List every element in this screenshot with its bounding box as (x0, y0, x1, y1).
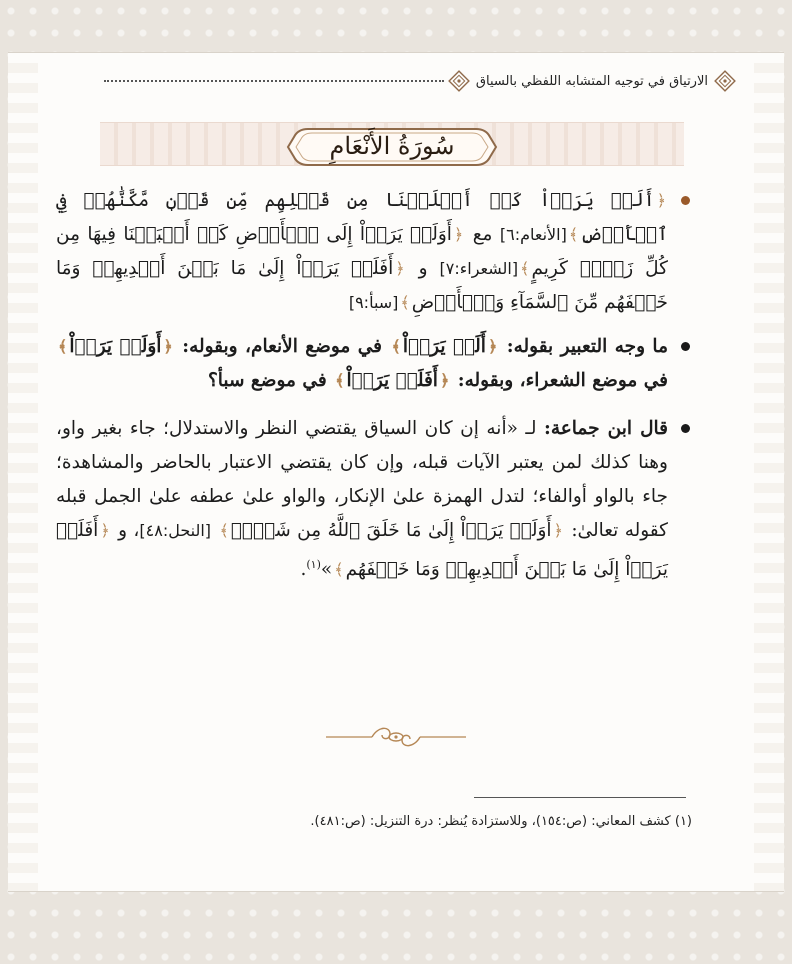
quote-close: » (320, 559, 333, 581)
quran-bracket-close: ﴾ (335, 371, 345, 390)
knot-ornament-icon (448, 70, 470, 92)
quran-verse: أَوَلَمۡ يَرَوۡاْ إِلَىٰ مَا خَلَقَ ٱللَّهُ مِن شَيۡءٖ (230, 520, 552, 541)
quran-bracket-open: ﴿ (553, 521, 563, 540)
connector-text: مع (472, 224, 493, 245)
question-text: ما وجه التعبير بقوله: (506, 336, 668, 357)
verse-reference: [النحل:٤٨] (139, 521, 212, 540)
paragraph-question (56, 330, 692, 398)
running-header (100, 70, 736, 92)
quran-bracket-open: ﴿ (656, 191, 666, 210)
quran-bracket-open: ﴿ (487, 337, 498, 356)
running-header-title: الارتياق في توجيه المتشابه اللفظي بالسياق (475, 73, 708, 89)
paragraph-answer (56, 412, 692, 587)
footnote: (١) كشف المعاني: (ص:١٥٤)، وللاستزادة يُنظر: درة التنزيل: (ص:٤٨١). (310, 814, 692, 829)
verse-reference: [سبأ:٩] (348, 293, 399, 312)
quran-bracket-close: ﴾ (58, 337, 68, 356)
footnote-rule (474, 797, 686, 798)
quran-bracket-close: ﴾ (520, 259, 530, 278)
question-text: في موضع الشعراء، وبقوله: (457, 370, 668, 391)
quran-bracket-open: ﴿ (100, 521, 110, 540)
quran-verse: أَفَلَمۡ يَرَوۡاْ إِلَىٰ مَا بَيۡنَ أَيۡدِيهِمۡ وَمَا خَلۡفَهُم (56, 520, 668, 581)
quran-bracket-open: ﴿ (453, 225, 464, 244)
margin-pattern-right (754, 53, 784, 891)
quran-verse: أَلَمۡ يَرَوۡاْ كَمۡ أَهۡلَكۡنَا مِن قَبۡلِهِم مِّن قَرۡنٖ مَّكَّنَّٰهُمۡ فِي ٱلۡأَرۡضِ (56, 190, 668, 245)
sentence-end: . (300, 559, 307, 581)
answer-body: لـ «أنه إن كان السياق يقتضي النظر والاستدلال؛ جاء بغير واو، وهنا كذلك لمن يعتبر الآيات قبله، وإن كان يقتضي الاعتبار بالحاضر والمشاهدة؛ جاء بالواو أوالفاء؛ لتدل الهمزة علىٰ الإنكار، والواو علىٰ عطفه علىٰ الجمل قبله كقوله تعالىٰ: (56, 418, 668, 541)
footnote-marker: (١) (306, 558, 321, 571)
answer-lead: قال ابن جماعة: (544, 418, 668, 439)
question-text: في موضع سبأ؟ (207, 370, 327, 391)
sura-title: سُورَةُ الأَنْعَامِ (329, 132, 455, 160)
verse-reference: [الشعراء:٧] (439, 259, 519, 278)
bullet-dot (681, 424, 690, 433)
connector-text: و (418, 258, 428, 279)
question-text: في موضع الأنعام، وبقوله: (182, 336, 383, 357)
quran-bracket-open: ﴿ (163, 337, 173, 356)
quran-bracket-close: ﴾ (400, 293, 410, 312)
quran-bracket-close: ﴾ (219, 521, 229, 540)
knot-ornament-icon (714, 70, 736, 92)
bullet-dot (681, 342, 690, 351)
scroll-flourish-icon (316, 722, 476, 752)
quran-phrase: أَوَلَمۡ يَرَوۡاْ (69, 336, 162, 357)
quran-bracket-open: ﴿ (395, 259, 405, 278)
quran-verse: أَفَلَمۡ يَرَوۡاْ إِلَىٰ مَا بَيۡنَ أَيۡدِيهِمۡ وَمَا خَلۡفَهُم مِّنَ ٱلسَّمَآءِ وَٱلۡأَرۡضِ (56, 258, 668, 313)
connector-text: ، و (118, 520, 140, 541)
main-text (56, 184, 692, 597)
quran-bracket-close: ﴾ (391, 337, 401, 356)
quran-verse: أَوَلَمۡ يَرَوۡاْ إِلَى ٱلۡأَرۡضِ كَمۡ أَنۢبَتۡنَا فِيهَا مِن كُلِّ زَوۡجٖ كَرِيمٍ (56, 224, 668, 279)
quran-bracket-open: ﴿ (439, 371, 450, 390)
quran-phrase: أَفَلَمۡ يَرَوۡاْ (346, 370, 438, 391)
header-dotted-rule (104, 80, 444, 82)
bullet-dot (681, 196, 690, 205)
quran-bracket-close: ﴾ (334, 560, 344, 580)
paragraph-verses (56, 184, 692, 320)
quran-phrase: أَلَمۡ يَرَوۡاْ (402, 336, 486, 357)
quran-bracket-close: ﴾ (568, 225, 579, 244)
verse-reference: [الأنعام:٦] (499, 225, 567, 244)
margin-pattern-left (8, 53, 38, 891)
